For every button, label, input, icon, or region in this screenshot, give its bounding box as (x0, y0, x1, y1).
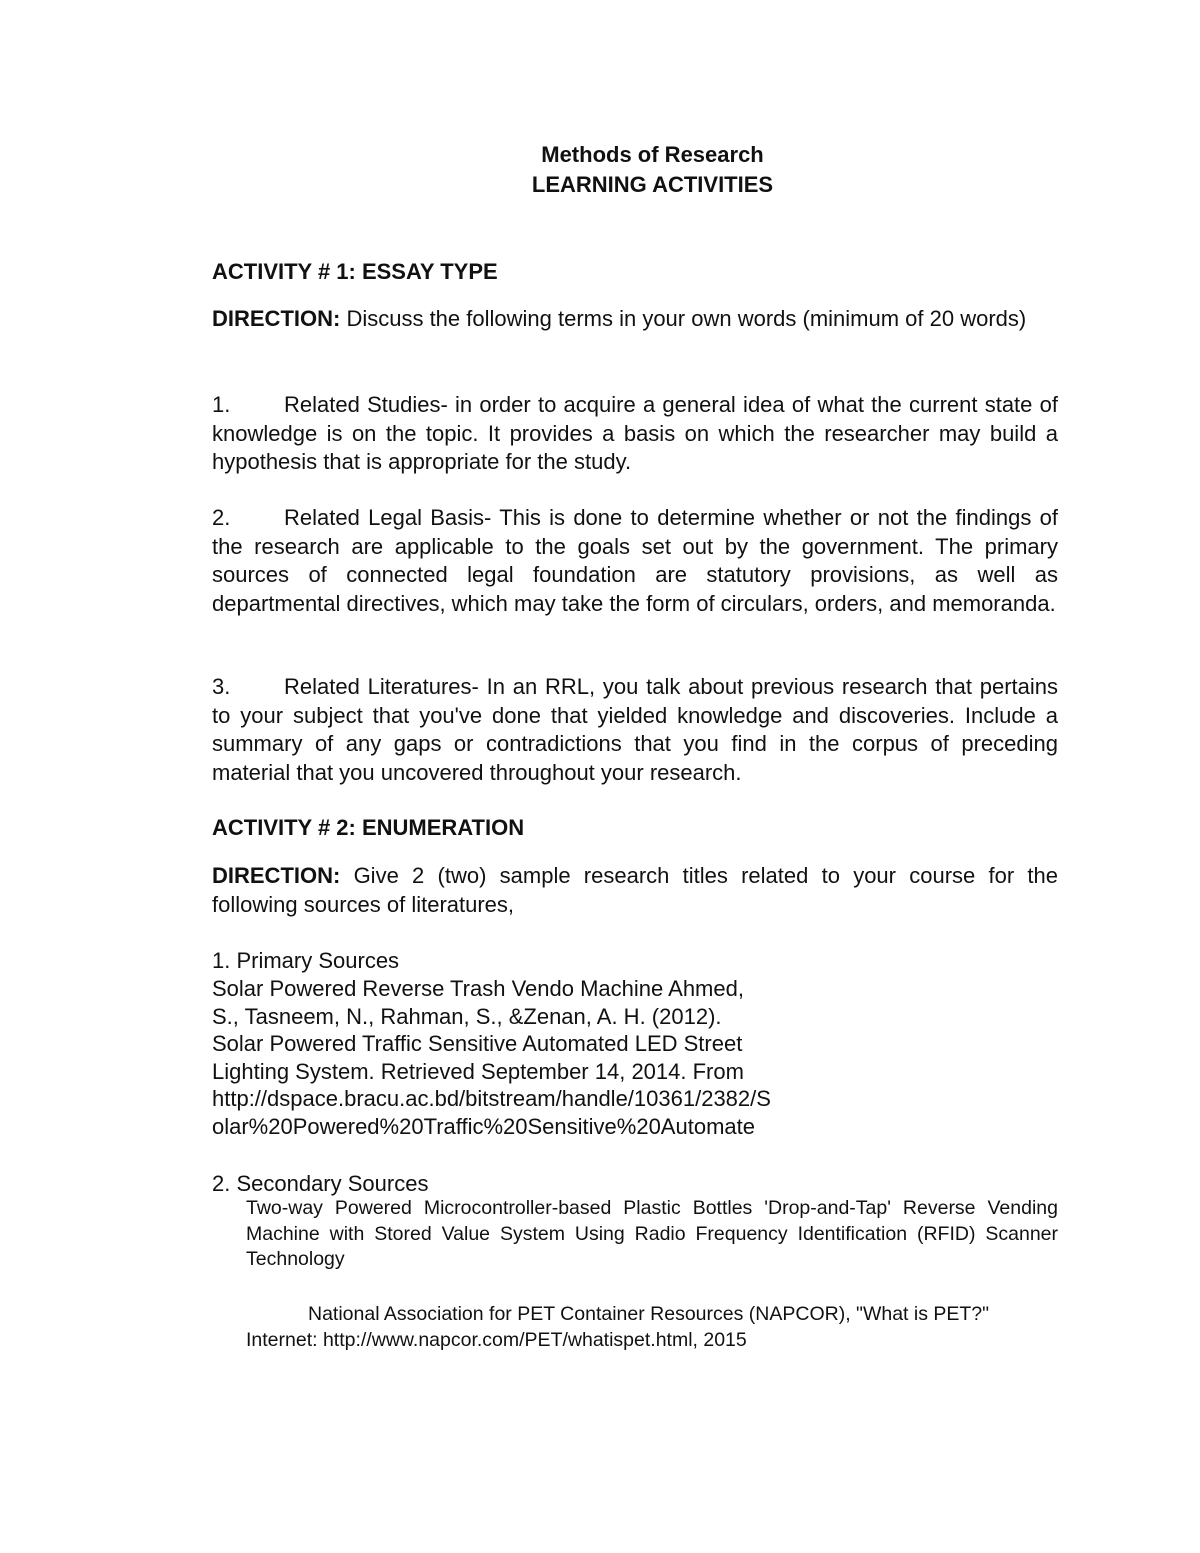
secondary-sources-label: 2. Secondary Sources (212, 1171, 429, 1196)
activity2-direction (212, 862, 1058, 919)
primary-source-line: S., Tasneem, N., Rahman, S., &Zenan, A. H. (2012). (212, 1004, 722, 1029)
item-number: 3. (212, 674, 231, 699)
essay-item-3 (212, 673, 1058, 787)
item-text: Related Literatures- In an RRL, you talk about previous research that pertains to your subject that you've done that yielded knowledge and discoveries. Include a summary of any gaps or contradictions that you find in the corpus of preceding material that you uncovered throughout your research. (212, 674, 1058, 785)
direction-label: DIRECTION: (212, 863, 341, 888)
primary-source-line: http://dspace.bracu.ac.bd/bitstream/handle/10361/2382/S (212, 1086, 771, 1111)
reference-url-line: Internet: http://www.napcor.com/PET/whatispet.html, 2015 (246, 1328, 747, 1351)
direction-text: Discuss the following terms in your own words (minimum of 20 words) (340, 306, 1027, 331)
secondary-source-title: Two-way Powered Microcontroller-based Plastic Bottles 'Drop-and-Tap' Reverse Vending Machine with Stored Value System Using Radio Frequency Identification (RFID) Scanner Technology (246, 1197, 1058, 1270)
essay-item-2 (212, 504, 1058, 618)
page-subtitle: LEARNING ACTIVITIES (531, 172, 774, 197)
reference-line: National Association for PET Container Resources (NAPCOR), "What is PET?" (308, 1303, 990, 1325)
essay-item-1 (212, 391, 1058, 477)
activity1-heading: ACTIVITY # 1: ESSAY TYPE (212, 259, 498, 284)
primary-source-line: Solar Powered Reverse Trash Vendo Machine Ahmed, (212, 976, 744, 1001)
primary-sources-label: 1. Primary Sources (212, 948, 400, 973)
item-text: Related Studies- in order to acquire a general idea of what the current state of knowledge is on the topic. It provides a basis on which the researcher may build a hypothesis that is appropriate for the study. (212, 392, 1058, 474)
item-number: 2. (212, 505, 231, 530)
item-text: Related Legal Basis- This is done to determine whether or not the findings of the research are applicable to the goals set out by the government. The primary sources of connected legal foundation are statutory provisions, as well as departmental directives, which may take the form of circulars, orders, and memoranda. (212, 505, 1058, 616)
course-title: Methods of Research (541, 142, 764, 167)
activity1-direction (212, 305, 1058, 334)
primary-source-line: olar%20Powered%20Traffic%20Sensitive%20Automate (212, 1114, 755, 1139)
document-title-block (0, 140, 1200, 200)
activity2-heading: ACTIVITY # 2: ENUMERATION (212, 815, 525, 840)
primary-source-line: Lighting System. Retrieved September 14, 2014. From (212, 1059, 744, 1084)
secondary-source-reference (246, 1302, 1058, 1353)
direction-text: Give 2 (two) sample research titles related to your course for the following sources of literatures, (212, 863, 1058, 917)
item-number: 1. (212, 392, 231, 417)
primary-source-line: Solar Powered Traffic Sensitive Automated LED Street (212, 1031, 743, 1056)
direction-label: DIRECTION: (212, 306, 341, 331)
